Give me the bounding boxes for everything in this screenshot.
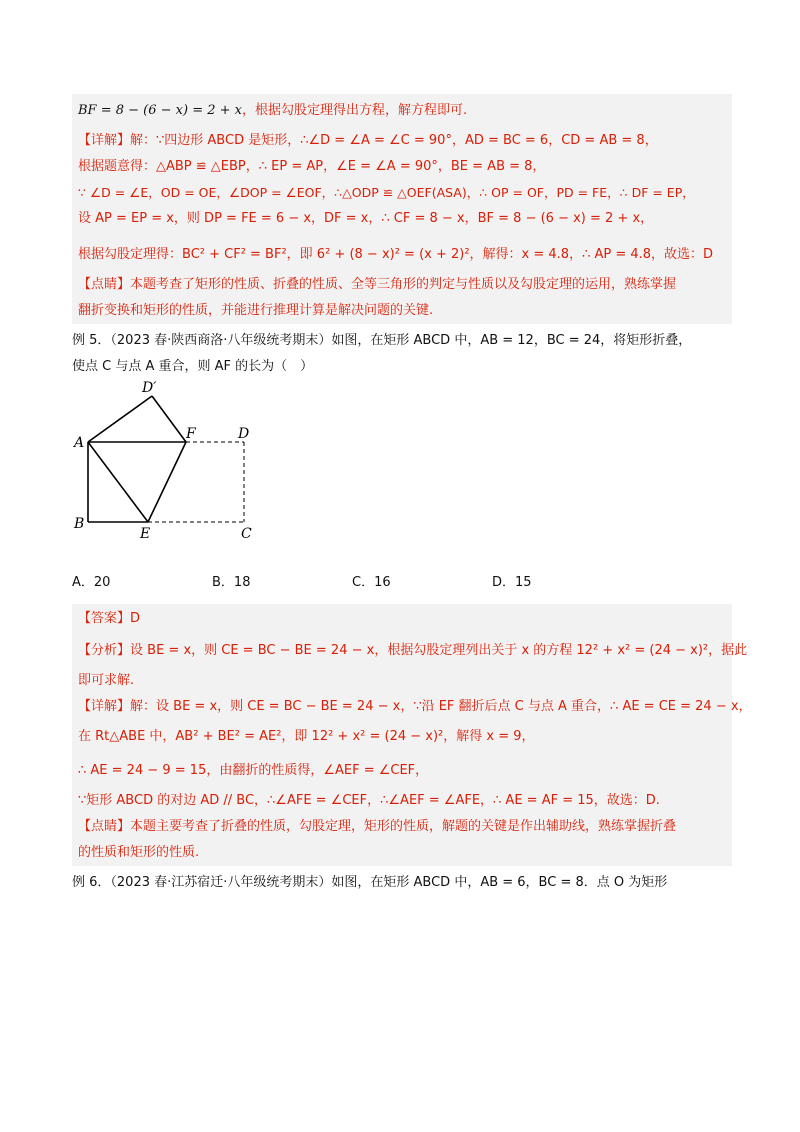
comment-line-1: 【点睛】本题主要考查了折叠的性质，勾股定理，矩形的性质，解题的关键是作出辅助线，熟练掌握折叠 xyxy=(78,819,677,834)
label-A: A xyxy=(74,435,85,451)
example5-choices xyxy=(72,570,732,596)
detail-line-1: 【详解】解：设 BE = x，则 CE = BC − BE = 24 − x，∵沿 EF 翻折后点 C 与点 A 重合，∴ AE = CE = 24 − x， xyxy=(78,699,752,714)
choice-b: B．18 xyxy=(212,575,251,590)
analysis-line-1: 【分析】设 BE = x，则 CE = BC − BE = 24 − x，根据勾股定理列出关于 x 的方程 12² + x² = (24 − x)²，据此 xyxy=(78,643,748,658)
example5-figure xyxy=(72,380,732,570)
solution-block-example4 xyxy=(72,94,732,324)
choice-d: D．15 xyxy=(492,575,532,590)
label-F: F xyxy=(186,426,196,442)
analysis-line: BF = 8 − (6 − x) = 2 + x，根据勾股定理得出方程，解方程即可. xyxy=(78,103,468,118)
detail-line-4: 设 AP = EP = x，则 DP = FE = 6 − x，DF = x，∴ CF = 8 − x，BF = 8 − (6 − x) = 2 + x， xyxy=(78,211,654,226)
solution-block-example5 xyxy=(72,604,752,866)
analysis-tag: 【分析】 xyxy=(78,643,131,658)
formula: BF = 8 − (6 − x) = 2 + x xyxy=(78,103,242,118)
label-E: E xyxy=(140,526,151,542)
comment-line-1: 【点睛】本题考查了矩形的性质、折叠的性质、全等三角形的判定与性质以及勾股定理的运用，熟练掌握 xyxy=(78,277,677,292)
label-B: B xyxy=(74,516,85,532)
detail-line-2: 在 Rt△ABE 中，AB² + BE² = AE²，即 12² + x² = (24 − x)²，解得 x = 9， xyxy=(78,729,535,744)
segment-EF xyxy=(148,442,186,522)
detail-line-2: 根据题意得：△ABP ≌ △EBP，∴ EP = AP，∠E = ∠A = 90°，BE = AB = 8， xyxy=(78,159,546,174)
label-D-prime: D′ xyxy=(142,380,157,396)
answer-line xyxy=(78,604,726,634)
detail-line-4: ∵矩形 ABCD 的对边 AD // BC，∴∠AFE = ∠CEF，∴∠AEF = ∠AFE，∴ AE = AF = 15，故选：D. xyxy=(78,793,660,808)
comment-line-2: 翻折变换和矩形的性质，并能进行推理计算是解决问题的关键. xyxy=(78,303,434,318)
answer-tag: 【答案】 xyxy=(78,611,131,626)
segment-AE xyxy=(88,442,148,522)
rectangle-fold-diagram xyxy=(72,380,292,570)
comment-tag: 【点睛】 xyxy=(78,277,131,292)
comment-tag: 【点睛】 xyxy=(78,819,131,834)
label-D: D xyxy=(238,426,250,442)
segment-D-prime-F xyxy=(152,396,186,442)
segment-AD-prime xyxy=(88,396,152,442)
detail-line-5: 根据勾股定理得：BC² + CF² = BF²，即 6² + (8 − x)² = (x + 2)²，解得：x = 4.8，∴ AP = 4.8，故选：D xyxy=(78,247,714,262)
detail-line-3: ∵ ∠D = ∠E，OD = OE，∠DOP = ∠EOF，∴△ODP ≌ △OEF(ASA)，∴ OP = OF，PD = FE，∴ DF = EP， xyxy=(78,185,695,200)
detail-tag: 【详解】 xyxy=(78,699,131,714)
choice-a: A．20 xyxy=(72,575,111,590)
label-C: C xyxy=(241,526,252,542)
detail-line-3: ∴ AE = 24 − 9 = 15，由翻折的性质得，∠AEF = ∠CEF， xyxy=(78,763,429,778)
answer-value: D xyxy=(130,611,141,626)
example5-question-line-2: 使点 C 与点 A 重合，则 AF 的长为（ ） xyxy=(72,359,314,374)
comment-line-2: 的性质和矩形的性质. xyxy=(78,845,200,860)
page-content xyxy=(72,94,752,896)
analysis-line-2: 即可求解. xyxy=(78,673,135,688)
example5-question-line-1: 例 5．（2023 春·陕西商洛·八年级统考期末）如图，在矩形 ABCD 中，AB = 12，BC = 24，将矩形折叠， xyxy=(72,333,692,348)
choice-c: C．16 xyxy=(352,575,391,590)
detail-tag: 【详解】 xyxy=(78,133,131,148)
example6-question-line-1: 例 6．（2023 春·江苏宿迁·八年级统考期末）如图，在矩形 ABCD 中，AB = 6，BC = 8．点 O 为矩形 xyxy=(72,875,668,890)
detail-line-1: 【详解】解：∵四边形 ABCD 是矩形，∴∠D = ∠A = ∠C = 90°，AD = BC = 6，CD = AB = 8， xyxy=(78,133,658,148)
